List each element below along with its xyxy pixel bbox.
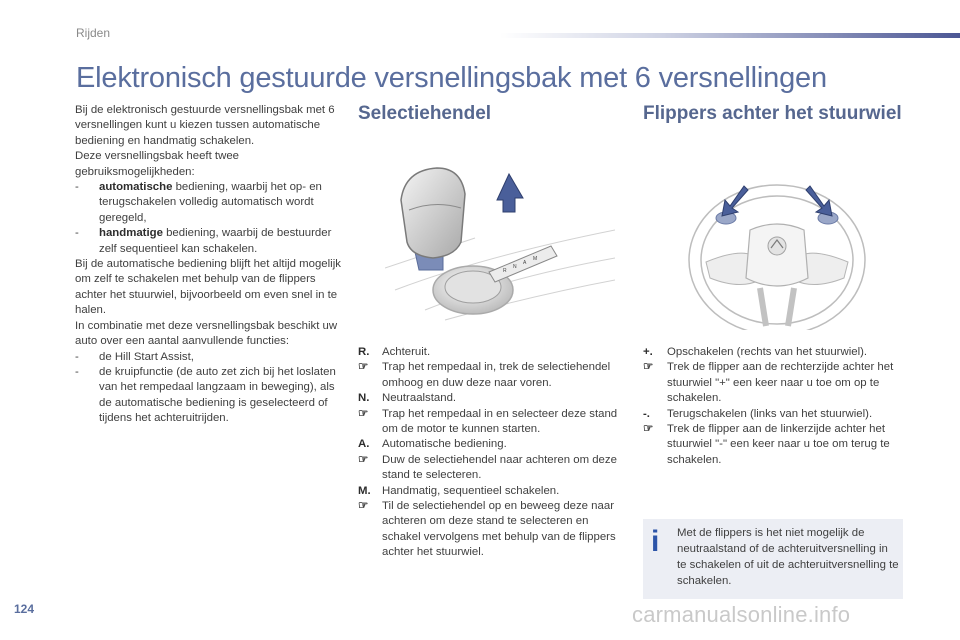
intro-paragraph-4: In combinatie met deze versnellingsbak beschikt uw auto over een aantal aanvullende functies: xyxy=(75,319,338,348)
list-dash: - xyxy=(75,365,79,378)
flippers-title: Flippers achter het stuurwiel xyxy=(643,103,902,124)
definition-text: Neutraalstand. xyxy=(382,392,457,405)
definition-text: Achteruit. xyxy=(382,346,431,358)
pointing-hand-icon: ☞ xyxy=(358,361,369,374)
info-note-text: Met de flippers is het niet mogelijk de neutraalstand of de achteruitversnelling in te schakelen of uit de achteruitversnelling te schakelen. xyxy=(677,527,899,587)
definition-text: Terugschakelen (links van het stuurwiel). xyxy=(667,407,873,420)
section-header: Rijden xyxy=(76,26,111,40)
definition-key: +. xyxy=(643,346,653,358)
definition-text: Handmatig, sequentieel schakelen. xyxy=(382,484,560,497)
selector-title: Selectiehendel xyxy=(358,103,492,124)
function-text: de kruipfunctie (de auto zet zich bij het loslaten van het rempedaal langzaam in beweging), als de automatische bediening is geselecteerd of tijdens het achteruitrijden. xyxy=(99,365,336,425)
definition-text: Til de selectiehendel op en beweeg deze naar achteren om deze stand te selecteren en schakel vervolgens met behulp van de flippers achter het stuurwiel. xyxy=(382,500,616,559)
definition-text: Trap het rempedaal in, trek de selectiehendel omhoog en duw deze naar voren. xyxy=(382,361,611,389)
definition-row xyxy=(358,484,620,499)
intro-paragraph-2: Deze versnellingsbak heeft twee gebruiksmogelijkheden: xyxy=(75,150,239,178)
watermark: carmanualsonline.info xyxy=(632,602,851,627)
pointing-hand-icon: ☞ xyxy=(358,453,369,466)
pointing-hand-icon: ☞ xyxy=(643,423,654,436)
definition-text: Trek de flipper aan de linkerzijde achter het stuurwiel "-" een keer naar u toe om terug te schakelen. xyxy=(667,423,890,466)
mode-description: bediening, waarbij het op- en terugschakelen volledig automatisch wordt geregeld, xyxy=(99,181,322,224)
pointing-hand-icon: ☞ xyxy=(358,500,369,513)
gate-label-r: R xyxy=(503,268,507,274)
definition-text: Opschakelen (rechts van het stuurwiel). xyxy=(667,346,868,358)
definition-key: A. xyxy=(358,438,370,451)
mode-name: handmatige xyxy=(99,227,163,240)
intro-text xyxy=(75,103,347,427)
intro-paragraph-3: Bij de automatische bediening blijft het altijd mogelijk om zelf te schakelen met behulp van de flippers achter het stuurwiel, bijvoorbeeld om even snel in te halen. xyxy=(75,258,341,317)
selector-definitions xyxy=(358,345,620,561)
definition-row xyxy=(358,345,620,360)
page-title: Elektronisch gestuurde versnellingsbak met 6 versnellingen xyxy=(76,62,827,94)
definition-row xyxy=(643,345,905,360)
definition-key: R. xyxy=(358,346,370,358)
definition-key: -. xyxy=(643,407,650,420)
page-number: 124 xyxy=(14,602,35,616)
definition-text: Automatische bediening. xyxy=(382,438,507,451)
list-dash: - xyxy=(75,227,79,240)
definition-row xyxy=(358,437,620,452)
definition-key: M. xyxy=(358,484,371,497)
info-icon: i xyxy=(651,525,660,558)
gate-label-a: A xyxy=(523,260,527,266)
pointing-hand-icon: ☞ xyxy=(643,361,654,374)
pointing-hand-icon: ☞ xyxy=(358,407,369,420)
mode-description: bediening, waarbij de bestuurder zelf sequentieel kan schakelen. xyxy=(99,227,332,255)
definition-row xyxy=(643,407,905,422)
steering-wheel-illustration xyxy=(680,170,875,330)
definition-row xyxy=(643,422,905,468)
mode-item xyxy=(75,180,347,226)
definition-text: Duw de selectiehendel naar achteren om deze stand te selecteren. xyxy=(382,453,617,482)
definition-text: Trek de flipper aan de rechterzijde achter het stuurwiel "+" een keer naar u toe om op te schakelen. xyxy=(667,361,894,405)
function-item xyxy=(75,365,347,427)
list-dash: - xyxy=(75,181,79,194)
definition-text: Trap het rempedaal in en selecteer deze stand om de motor te kunnen starten. xyxy=(382,407,618,436)
function-item xyxy=(75,350,347,365)
gate-label-m: M xyxy=(533,256,538,262)
definition-key: N. xyxy=(358,392,370,405)
header-bar xyxy=(500,33,960,38)
definition-row xyxy=(358,453,620,484)
intro-paragraph-1: Bij de elektronisch gestuurde versnellingsbak met 6 versnellingen kunt u kiezen tussen automatische bediening en handmatig schakelen. xyxy=(75,104,335,147)
definition-row xyxy=(358,499,620,561)
definition-row xyxy=(358,407,620,438)
mode-item xyxy=(75,226,347,257)
gate-label-n: N xyxy=(513,264,517,270)
flippers-definitions xyxy=(643,345,905,468)
definition-row xyxy=(358,391,620,406)
function-text: de Hill Start Assist, xyxy=(99,350,194,363)
mode-name: automatische xyxy=(99,181,173,194)
list-dash: - xyxy=(75,350,79,363)
definition-row xyxy=(358,360,620,391)
gear-selector-illustration xyxy=(385,160,615,330)
info-note xyxy=(643,519,903,599)
definition-row xyxy=(643,360,905,406)
